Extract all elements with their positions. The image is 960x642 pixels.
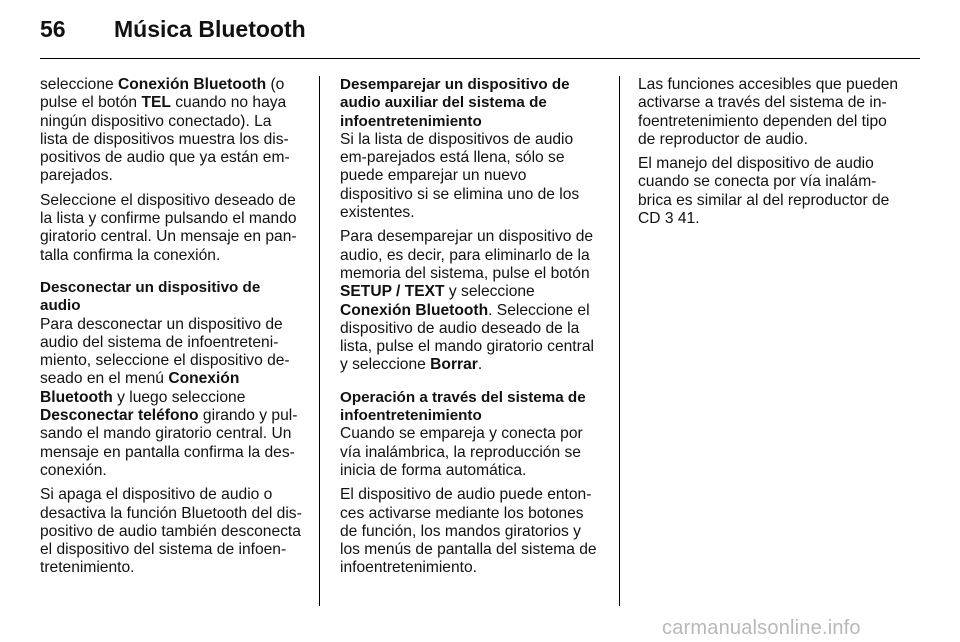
paragraph: Para desconectar un dispositivo de audio del sistema de infoentreteni-miento, seleccione el dispositivo de-seado en el menú Conexión Bluetooth y luego seleccione Desconectar teléfono girando y pul-sando el mando giratorio central. Un mensaje en pantalla confirma la des-conexión.	[40, 315, 298, 479]
menu-term: Borrar	[430, 356, 478, 374]
page-title: Música Bluetooth	[114, 16, 306, 42]
paragraph: El manejo del dispositivo de audio cuando se conecta por vía inalám-brica es similar al del reproductor de CD 3 41.	[638, 155, 890, 228]
column-divider	[319, 76, 320, 606]
column-2	[340, 76, 602, 584]
page-header	[40, 14, 920, 50]
paragraph: Si la lista de dispositivos de audio em-parejados está llena, sólo se puede emparejar un nuevo dispositivo si se elimina uno de los existentes.	[340, 130, 580, 222]
page-reference-icon[interactable]: 3	[664, 210, 674, 228]
watermark: carmanualsonline.info	[662, 617, 861, 639]
menu-term: Desconectar teléfono	[40, 407, 199, 425]
section-heading: Desconectar un dispositivo de audio	[40, 278, 261, 315]
column-3	[638, 76, 904, 234]
column-1	[40, 76, 302, 584]
menu-term: Conexión Bluetooth	[340, 301, 489, 319]
paragraph: Seleccione el dispositivo deseado de la lista y confirme pulsando el mando giratorio central. Un mensaje en pan-talla confirma la conexión.	[40, 191, 297, 264]
paragraph: Para desemparejar un dispositivo de audio, es decir, para eliminarlo de la memoria del sistema, pulse el botón SETUP / TEXT y seleccione Conexión Bluetooth. Seleccione el dispositivo de audio deseado de la lista, pulse el mando giratorio central y seleccione Borrar.	[340, 228, 594, 374]
paragraph: Las funciones accesibles que pueden activarse a través del sistema de in-foentretenimiento dependen del tipo de reproductor de audio.	[638, 76, 899, 148]
paragraph: Si apaga el dispositivo de audio o desactiva la función Bluetooth del dis-positivo de audio también desconecta el dispositivo del sistema de infoen-tretenimiento.	[40, 486, 302, 577]
paragraph: El dispositivo de audio puede enton-ces activarse mediante los botones de función, los mandos giratorios y los menús de pantalla del sistema de infoentretenimiento.	[340, 486, 597, 577]
button-term: TEL	[141, 94, 171, 112]
header-rule	[40, 58, 920, 59]
menu-term: Conexión Bluetooth	[40, 370, 240, 406]
page-number: 56	[40, 16, 66, 42]
menu-term: Conexión Bluetooth	[118, 76, 267, 93]
paragraph: seleccione Conexión Bluetooth (o pulse el botón TEL cuando no haya ningún dispositivo conectado). La lista de dispositivos muestra los dis-positivos de audio que ya están em-parejados.	[40, 76, 290, 185]
section-heading: Operación a través del sistema de infoentretenimiento	[340, 388, 586, 425]
button-term: SETUP / TEXT	[340, 283, 445, 301]
section-heading: Desemparejar un dispositivo de audio auxiliar del sistema de infoentretenimiento	[340, 76, 570, 130]
paragraph: Cuando se empareja y conecta por vía inalámbrica, la reproducción se inicia de forma automática.	[340, 425, 583, 479]
column-divider	[619, 76, 620, 606]
